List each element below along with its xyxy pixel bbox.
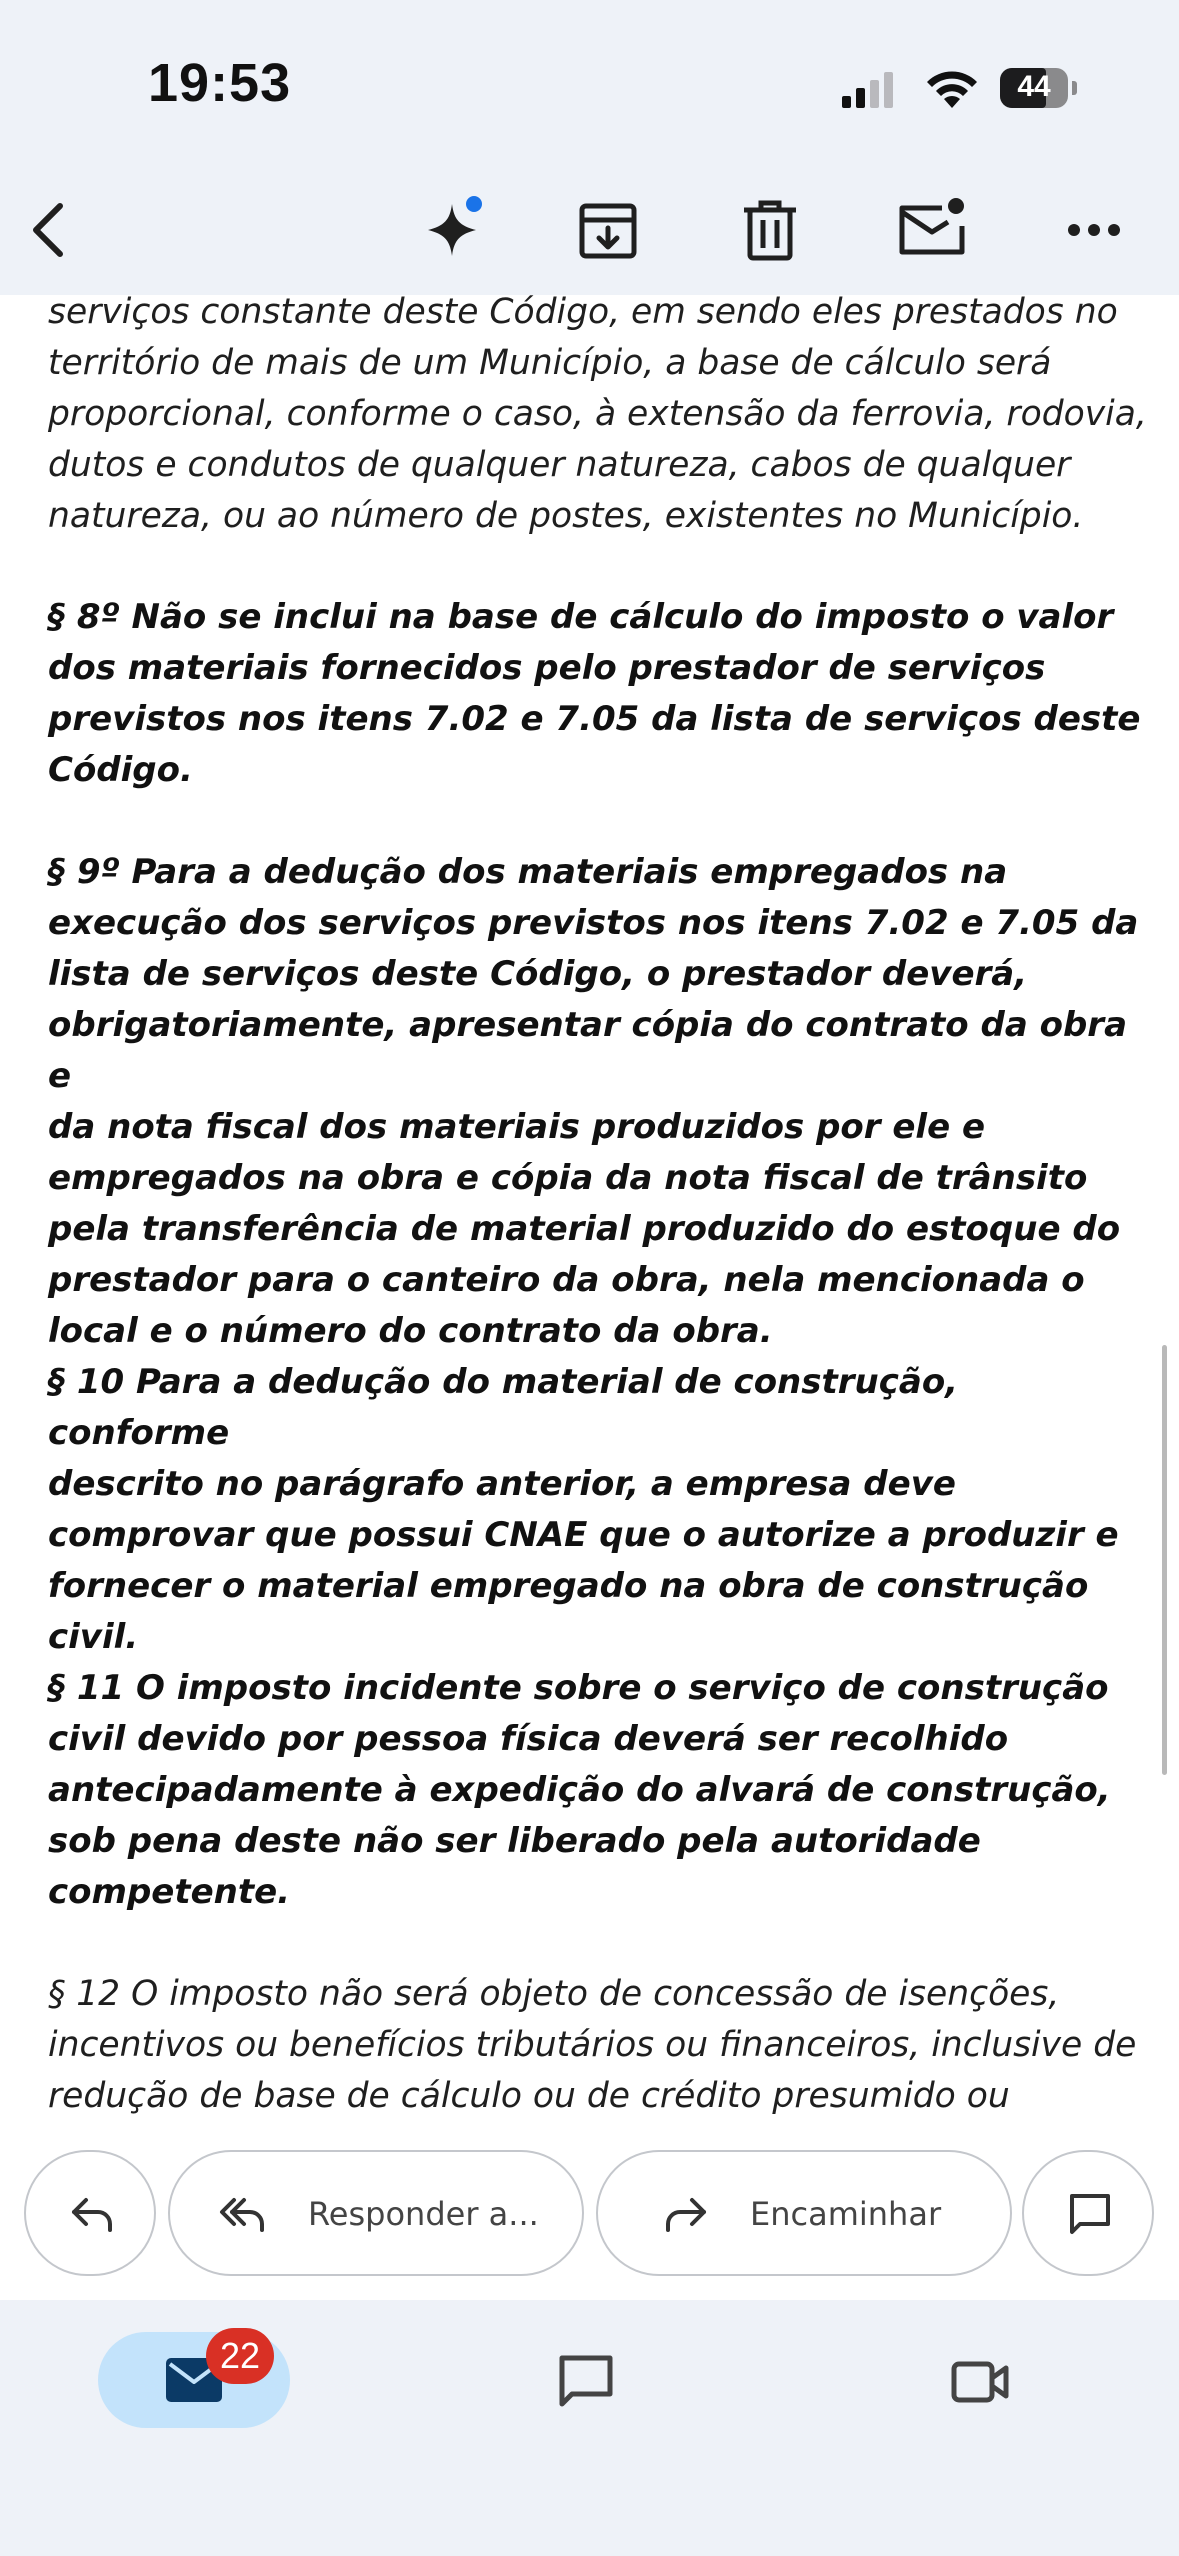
back-arrow-icon — [8, 190, 88, 270]
chat-bubble-icon — [554, 2350, 618, 2414]
more-options-button[interactable] — [1054, 190, 1134, 270]
forward-label: Encaminhar — [750, 2195, 942, 2233]
reply-button[interactable] — [24, 2150, 156, 2276]
wifi-icon — [924, 68, 980, 110]
status-bar — [0, 0, 1179, 160]
sparkle-icon — [412, 190, 492, 270]
mark-unread-icon — [892, 190, 972, 270]
delete-button[interactable] — [730, 190, 810, 270]
reply-action-bar — [0, 2118, 1179, 2298]
cellular-signal-icon — [840, 72, 900, 108]
chat-reply-button[interactable] — [1022, 2150, 1154, 2276]
message-toolbar — [0, 160, 1179, 295]
unread-count-badge: 22 — [206, 2328, 274, 2384]
more-horiz-icon — [1054, 190, 1134, 270]
forward-icon — [662, 2190, 710, 2238]
status-icons — [840, 62, 1100, 112]
scrollbar-thumb[interactable] — [1162, 1345, 1167, 1775]
reply-icon — [68, 2190, 116, 2238]
paragraph-11: § 11 O imposto incidente sobre o serviço de construção civil devido por pessoa física deverá ser recolhido antecipadamente à expedição do alvará de construção, sob pena deste não ser liberado pela autoridade competente. — [48, 1668, 1111, 1912]
nav-meet-tab[interactable] — [948, 2350, 1012, 2414]
clock-time: 19:53 — [148, 53, 292, 113]
video-camera-icon — [948, 2350, 1012, 2414]
nav-chat-tab[interactable] — [554, 2350, 618, 2414]
mark-unread-button[interactable] — [892, 190, 972, 270]
archive-button[interactable] — [568, 190, 648, 270]
paragraph-10: § 10 Para a dedução do material de construção, conforme descrito no parágrafo anterior, a empresa deve comprovar que possui CNAE que o autorize a produzir e fornecer o material empregado na obra de construção civil. — [48, 1362, 1119, 1657]
paragraph-partial: serviços constante deste Código, em sendo eles prestados no território de mais de um Município, a base de cálculo será proporcional, conforme o caso, à extensão da ferrovia, rodovia, dutos e condutos de qualquer natureza, cabos de qualquer natureza, ou ao número de postes, existentes no Município. — [48, 295, 1147, 536]
battery-level: 44 — [1017, 70, 1051, 103]
battery-icon — [1000, 68, 1068, 108]
paragraph-8: § 8º Não se inclui na base de cálculo do imposto o valor dos materiais fornecidos pelo prestador de serviços previstos nos itens 7.02 e 7.05 da lista de serviços deste Código. — [48, 597, 1141, 790]
reply-all-icon — [218, 2190, 266, 2238]
archive-icon — [568, 190, 648, 270]
paragraph-9: § 9º Para a dedução dos materiais empregados na execução dos serviços previstos nos itens 7.02 e 7.05 da lista de serviços deste Código, o prestador deverá, obrigatoriamente, apresentar cópia do contrato da obra e da nota fiscal dos materiais produzidos por ele e empregados na obra e cópia da nota fiscal de trânsito pela transferência de material produzido do estoque do prestador para o canteiro da obra, nela mencionada o local e o número do contrato da obra. — [48, 852, 1139, 1351]
trash-icon — [730, 190, 810, 270]
gemini-button[interactable] — [412, 190, 492, 270]
message-body[interactable] — [0, 295, 1179, 2120]
forward-button[interactable] — [596, 2150, 1012, 2276]
paragraph-12: § 12 O imposto não será objeto de concessão de isenções, incentivos ou benefícios tributários ou financeiros, inclusive de redução de base de cálculo ou de crédito presumido ou — [48, 1974, 1137, 2116]
back-button[interactable] — [8, 190, 88, 270]
chat-icon — [1066, 2190, 1114, 2238]
reply-all-label: Responder a... — [308, 2195, 539, 2233]
reply-all-button[interactable] — [168, 2150, 584, 2276]
bottom-navigation — [0, 2300, 1179, 2556]
